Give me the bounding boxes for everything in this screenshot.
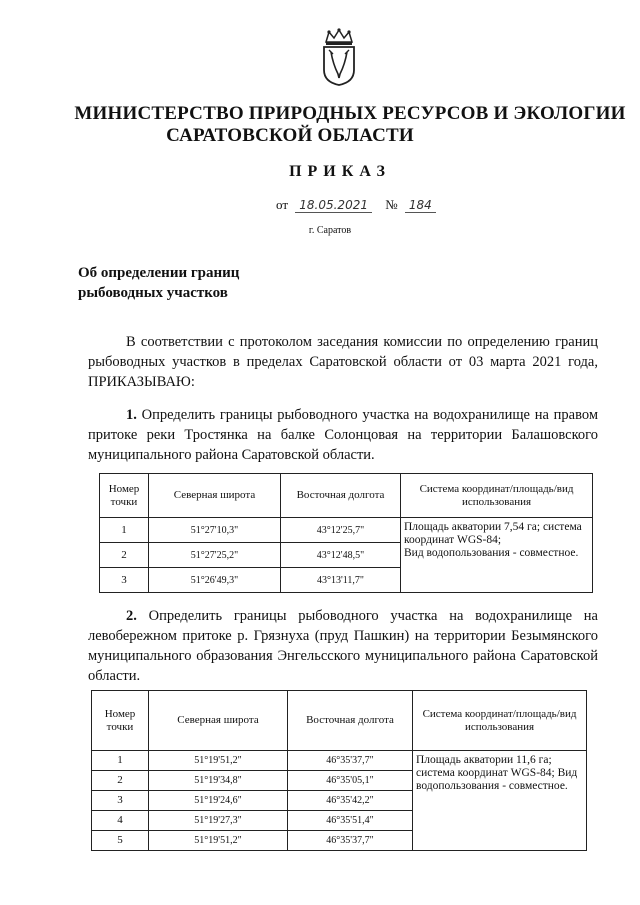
point-number: 3 (92, 791, 149, 811)
city: г. Саратов (308, 225, 352, 236)
header-point: Номер точки (100, 474, 149, 518)
intro-paragraph (88, 332, 598, 392)
ministry-line-1: МИНИСТЕРСТВО ПРИРОДНЫХ РЕСУРСОВ И ЭКОЛОГИИ (74, 103, 626, 124)
point-number: 2 (92, 771, 149, 791)
latitude: 51°27'10,3" (149, 518, 281, 543)
longitude: 43°12'25,7" (281, 518, 401, 543)
latitude: 51°19'51,2" (149, 751, 288, 771)
table-header-row (92, 691, 587, 751)
area-description: Площадь акватории 11,6 га; система координат WGS-84; Вид водопользования - совместное. (413, 751, 587, 851)
longitude: 46°35'05,1" (288, 771, 413, 791)
latitude: 51°27'25,2" (149, 543, 281, 568)
longitude: 46°35'51,4" (288, 811, 413, 831)
date-prefix: от (276, 197, 289, 212)
description-area: Площадь акватории 7,54 га; система координат WGS-84; (404, 521, 582, 546)
subject-line-1: Об определении границ (78, 265, 240, 281)
area-description (401, 518, 593, 593)
header-point: Номер точки (92, 691, 149, 751)
latitude: 51°19'34,8" (149, 771, 288, 791)
coordinates-table-2 (91, 690, 587, 851)
longitude: 46°35'37,7" (288, 751, 413, 771)
longitude: 46°35'37,7" (288, 831, 413, 851)
latitude: 51°19'51,2" (149, 831, 288, 851)
table-row (100, 518, 593, 543)
number-prefix: № (385, 197, 398, 212)
longitude: 43°12'48,5" (281, 543, 401, 568)
longitude: 46°35'42,2" (288, 791, 413, 811)
point-number: 4 (92, 811, 149, 831)
latitude: 51°19'24,6" (149, 791, 288, 811)
order-title: ПРИКАЗ (289, 163, 391, 180)
description-use: Вид водопользования - совместное. (404, 547, 579, 559)
table-row (92, 751, 587, 771)
coat-of-arms-icon (320, 28, 358, 86)
item-1-number: 1. (126, 407, 137, 423)
latitude: 51°26'49,3" (149, 568, 281, 593)
longitude: 43°13'11,7" (281, 568, 401, 593)
order-date: 18.05.2021 (295, 198, 372, 213)
order-date-number (276, 197, 440, 213)
item-1-paragraph (88, 405, 598, 465)
item-2-number: 2. (126, 608, 137, 624)
point-number: 3 (100, 568, 149, 593)
point-number: 2 (100, 543, 149, 568)
item-2-paragraph (88, 606, 598, 686)
header-lat: Северная широта (149, 474, 281, 518)
item-2-text: Определить границы рыбоводного участка на водохранилище на левобережном притоке р. Грязнуха (пруд Пашкин) на территории Безымянского муниципального образования Энгельсского муниципального района Саратовской области. (88, 608, 598, 684)
order-number: 184 (405, 198, 436, 213)
point-number: 5 (92, 831, 149, 851)
header-system: Система координат/площадь/вид использования (401, 474, 593, 518)
ministry-name (60, 103, 640, 147)
point-number: 1 (92, 751, 149, 771)
header-lon: Восточная долгота (288, 691, 413, 751)
header-system: Система координат/площадь/вид использования (413, 691, 587, 751)
order-subject (78, 263, 239, 303)
point-number: 1 (100, 518, 149, 543)
header-lon: Восточная долгота (281, 474, 401, 518)
intro-text: В соответствии с протоколом заседания комиссии по определению границ рыбоводных участков в пределах Саратовской области от 03 марта 2021 года, ПРИКАЗЫВАЮ: (88, 334, 598, 390)
item-1-text: Определить границы рыбоводного участка на водохранилище на правом притоке реки Тростянка на балке Солонцовая на территории Балашовского муниципального района Саратовской области. (88, 407, 598, 463)
subject-line-2: рыбоводных участков (78, 285, 228, 301)
ministry-line-2: САРАТОВСКОЙ ОБЛАСТИ (166, 125, 414, 146)
coordinates-table-1 (99, 473, 593, 593)
table-header-row (100, 474, 593, 518)
latitude: 51°19'27,3" (149, 811, 288, 831)
header-lat: Северная широта (149, 691, 288, 751)
